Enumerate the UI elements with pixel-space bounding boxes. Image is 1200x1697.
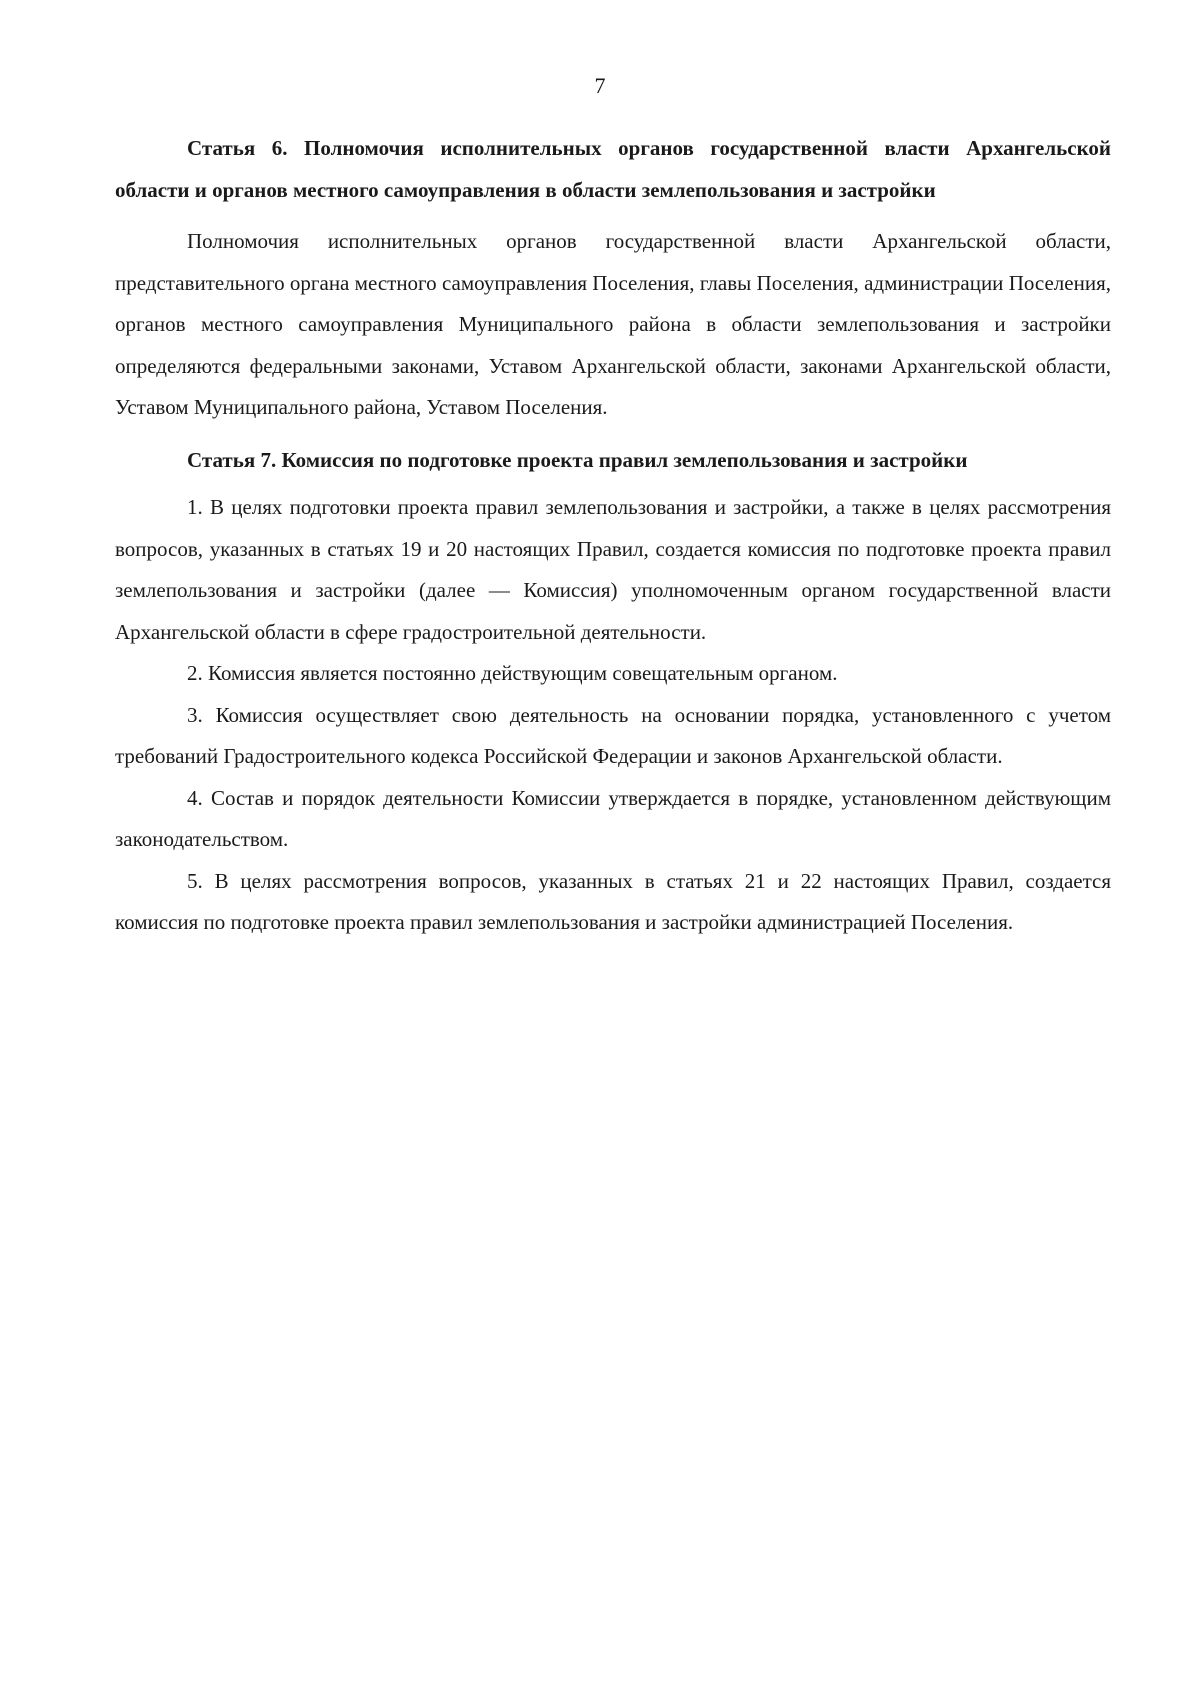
article-7-paragraph-3: 3. Комиссия осуществляет свою деятельность на основании порядка, установленного с учетом требований Градостроительного кодекса Российской Федерации и законов Архангельской области. [115, 702, 1111, 768]
article-6-paragraph: Полномочия исполнительных органов государственной власти Архангельской области, представительного органа местного самоуправления Поселения, главы Поселения, администрации Поселения, органов местного самоуправления Муниципального района в области землепользования и застройки определяются федеральными законами, Уставом Архангельской области, законами Архангельской области, Уставом Муниципального района, Уставом Поселения. [115, 229, 1111, 419]
document-body [115, 128, 1111, 944]
article-7-paragraph-5: 5. В целях рассмотрения вопросов, указанных в статьях 21 и 22 настоящих Правил, создается комиссия по подготовке проекта правил землепользования и застройки администрацией Поселения. [115, 868, 1111, 934]
article-7-paragraph-2: 2. Комиссия является постоянно действующим совещательным органом. [187, 661, 838, 685]
article-7-paragraph-4: 4. Состав и порядок деятельности Комиссии утверждается в порядке, установленном действующим законодательством. [115, 785, 1111, 851]
article-7-heading: Статья 7. Комиссия по подготовке проекта правил землепользования и застройки [187, 447, 968, 472]
article-7-paragraph-1: 1. В целях подготовки проекта правил землепользования и застройки, а также в целях рассмотрения вопросов, указанных в статьях 19 и 20 настоящих Правил, создается комиссия по подготовке проекта правил землепользования и застройки (далее — Комиссия) уполномоченным органом государственной власти Архангельской области в сфере градостроительной деятельности. [115, 495, 1111, 644]
article-6-heading: Статья 6. Полномочия исполнительных органов государственной власти Архангельской области и органов местного самоуправления в области землепользования и застройки [115, 136, 1111, 202]
page-number: 7 [594, 73, 606, 98]
